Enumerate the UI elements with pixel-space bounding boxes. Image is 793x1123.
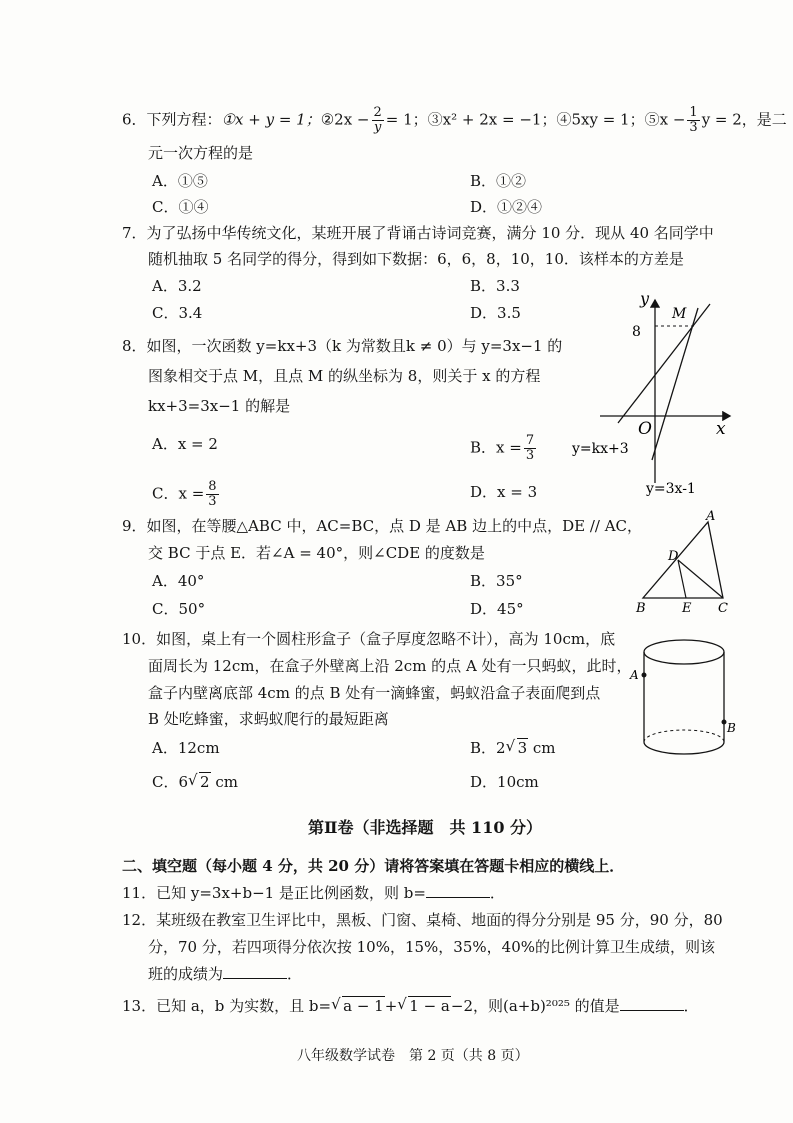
q10-option-a: A．12cm: [152, 739, 220, 757]
q10-line2: 面周长为 12cm，在盒子外壁离上沿 2cm 的点 A 处有一只蚂蚁，此时，: [148, 657, 632, 675]
q10-line3: 盒子内壁离底部 4cm 的点 B 处有一滴蜂蜜，蚂蚁沿盒子表面爬到点: [148, 684, 601, 702]
q6-option-c: C．①④: [152, 198, 209, 216]
part2-title: 第Ⅱ卷（非选择题 共 110 分）: [308, 818, 543, 837]
y-axis-label: y: [640, 289, 650, 308]
q8-line3: kx+3=3x−1 的解是: [148, 397, 291, 415]
q7-option-d: D．3.5: [470, 304, 521, 322]
point-m-label: M: [672, 306, 687, 322]
q8-option-d: D．x = 3: [470, 483, 538, 501]
origin-label: O: [638, 419, 652, 439]
q6-frac-2-over-y: $\frac{2}{y}$: [373, 105, 382, 135]
q7-option-a: A．3.2: [152, 277, 202, 295]
q10-option-c: C．6 √ 2 cm: [152, 771, 238, 791]
q7-line2: 随机抽取 5 名同学的得分，得到如下数据：6，6，8，10，10．该样本的方差是: [148, 250, 684, 268]
line-3x-minus-1: [652, 308, 698, 460]
q11: 11．已知 y=3x+b−1 是正比例函数，则 b= ．: [122, 884, 505, 902]
q10-line1: 10．如图，桌上有一个圆柱形盒子（盒子厚度忽略不计），高为 10cm，底: [122, 630, 616, 648]
q6-option-a: A．①⑤: [152, 172, 208, 190]
q6-option-d: D．①②④: [470, 198, 543, 216]
svg-text:B: B: [636, 601, 646, 616]
q8-option-c: C．x = $\frac{8}{3}$: [152, 479, 217, 509]
q9-option-b: B．35°: [470, 572, 523, 590]
q10-cylinder-figure: [628, 630, 743, 768]
line-kx-plus-3-label: y=kx+3: [572, 441, 629, 457]
q9-option-a: A．40°: [152, 572, 205, 590]
svg-text:A: A: [706, 509, 716, 524]
line-kx-plus-3: [618, 304, 710, 423]
q9-line1: 9．如图，在等腰△ABC 中，AC=BC，点 D 是 AB 边上的中点，DE // AC，: [122, 517, 642, 535]
svg-text:E: E: [682, 601, 692, 616]
q9-option-d: D．45°: [470, 600, 524, 618]
q12-answer-blank[interactable]: [223, 964, 287, 979]
q8-option-b: B．x = $\frac{7}{3}$: [470, 433, 535, 463]
svg-text:C: C: [718, 601, 728, 616]
svg-text:D: D: [668, 549, 679, 564]
q11-answer-blank[interactable]: [426, 883, 490, 898]
line-3x-minus-1-label: y=3x-1: [646, 481, 696, 497]
q10-line4: B 处吃蜂蜜，求蚂蚁爬行的最短距离: [148, 710, 389, 728]
q9-option-c: C．50°: [152, 600, 206, 618]
page-footer: 八年级数学试卷 第 2 页（共 8 页）: [297, 1048, 529, 1064]
q9-triangle-figure: [628, 508, 748, 616]
svg-text:B: B: [727, 721, 736, 735]
q8-line2: 图象相交于点 M，且点 M 的纵坐标为 8，则关于 x 的方程: [148, 367, 541, 385]
q10-option-b: B．2 √ 3 cm: [470, 737, 556, 757]
q12-line3: 班的成绩为 ．: [148, 965, 303, 983]
q8-linear-functions-graph: [560, 288, 740, 498]
q10-option-d: D．10cm: [470, 773, 539, 791]
q7-line1: 7．为了弘扬中华传统文化，某班开展了背诵古诗词竞赛，满分 10 分．现从 40 名同学中: [122, 224, 714, 242]
q6-option-b: B．①②: [470, 172, 527, 190]
q12-line2: 分，70 分，若四项得分依次按 10%，15%，35%，40%的比例计算卫生成绩，则该: [148, 938, 715, 956]
q6-line1: 6．下列方程：①x + y = 1；②2x − $\frac{2}{y}$ = 1；③x² + 2x = −1；④5xy = 1；⑤x − $\frac{1}{3}$ y = 2，是二: [122, 105, 787, 135]
x-axis-label: x: [716, 419, 726, 439]
q6-line2: 元一次方程的是: [148, 144, 254, 162]
q9-line2: 交 BC 于点 E．若∠A = 40°，则∠CDE 的度数是: [148, 544, 485, 562]
q12-line1: 12．某班级在教室卫生评比中，黑板、门窗、桌椅、地面的得分分别是 95 分，90 分，80: [122, 911, 723, 929]
q7-option-b: B．3.3: [470, 277, 520, 295]
q13-answer-blank[interactable]: [620, 996, 684, 1011]
q13: 13．已知 a，b 为实数，且 b= √ a − 1+ √ 1 − a−2，则(a+b)²⁰²⁵ 的值是 ．: [122, 995, 699, 1015]
q8-line1: 8．如图，一次函数 y=kx+3（k 为常数且k ≠ 0）与 y=3x−1 的: [122, 337, 563, 355]
q8-option-a: A．x = 2: [152, 435, 218, 453]
q6-frac-1-over-3: $\frac{1}{3}$: [689, 105, 698, 135]
section2-header: 二、填空题（每小题 4 分，共 20 分）请将答案填在答题卡相应的横线上．: [122, 857, 625, 875]
svg-text:A: A: [630, 668, 639, 682]
q7-option-c: C．3.4: [152, 304, 203, 322]
y-tick-8: 8: [632, 324, 641, 340]
